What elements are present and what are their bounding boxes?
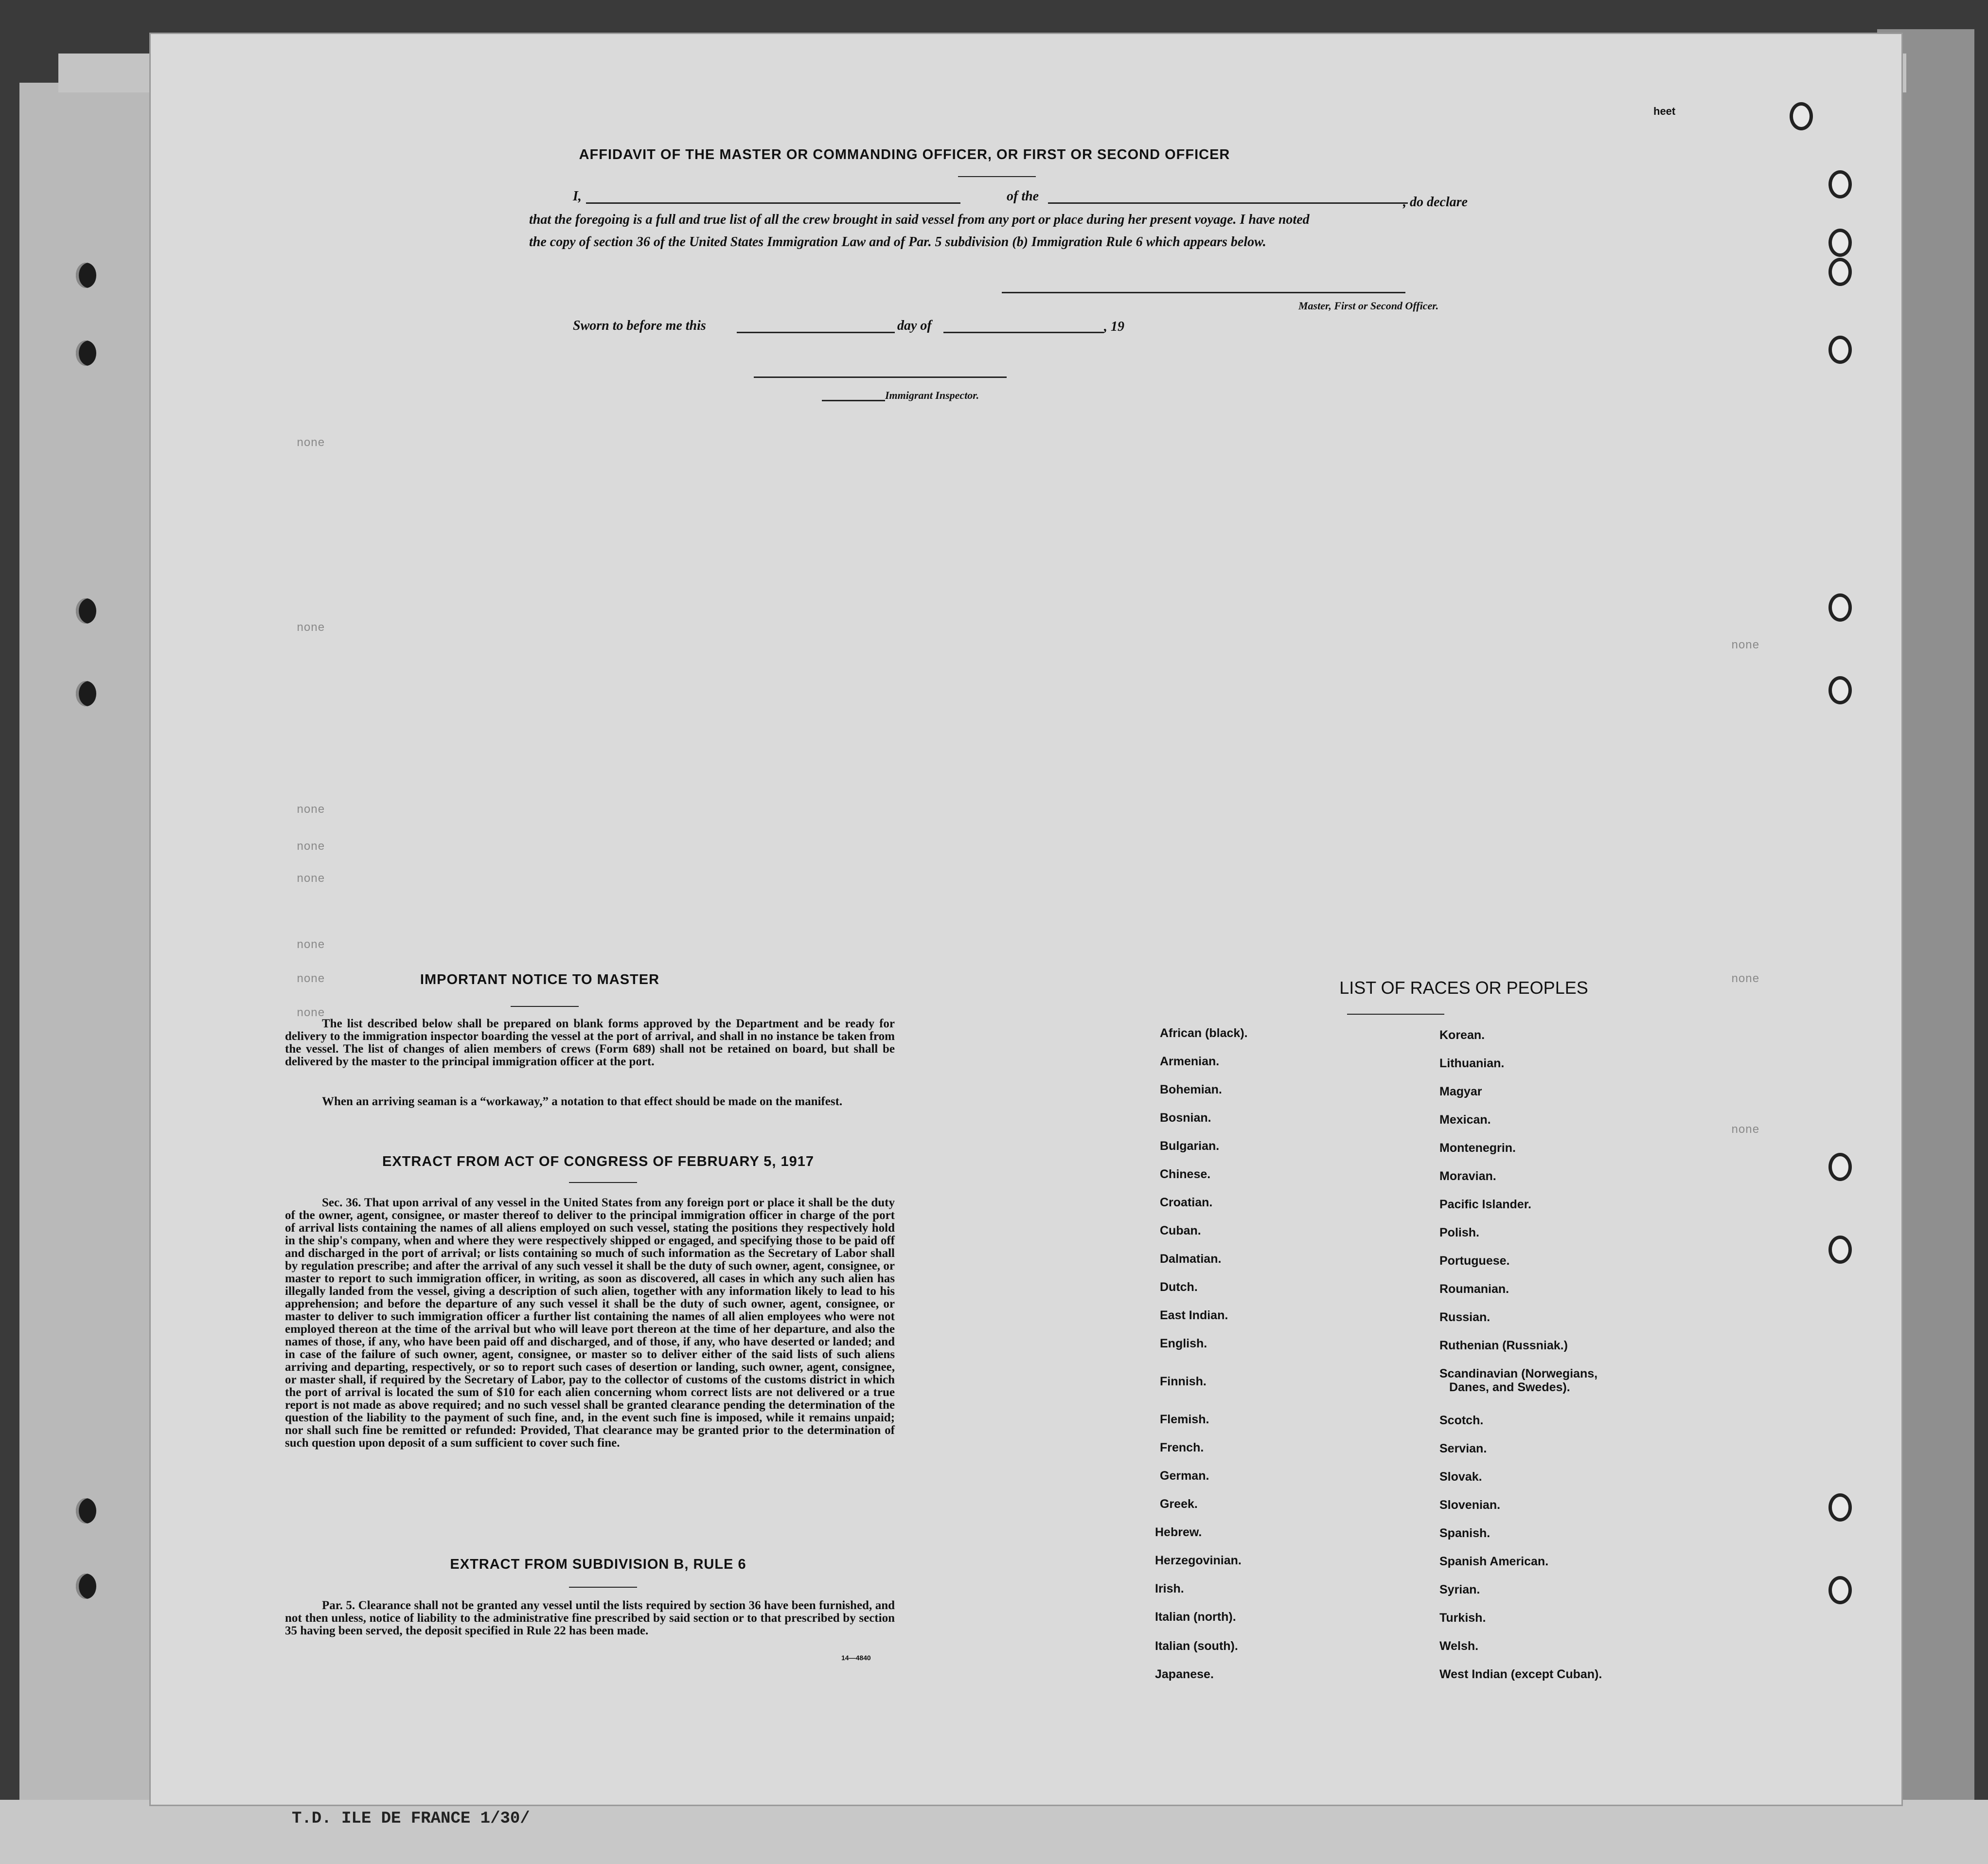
vessel-line [1048,202,1408,204]
race-item: Hebrew. [1155,1525,1202,1539]
race-item: Slovenian. [1439,1498,1501,1512]
act-extract-text: Sec. 36. That upon arrival of any vessel in the United States from any foreign port or place it shall be the duty of the owner, agent, consignee, or master thereof to deliver to the principal immigration officer in charge of the port of arrival lists containing the names of all aliens employed on such vessel, stating the positions they respectively hold in the ship's company, when and where they were respectively shipped or engaged, and specifying those to be paid off and discharged in the port of arrival; or lists containing so much of such information as the Secretary of Labor shall by regulation prescribe; and after the arrival of any such vessel it shall be the duty of such owner, agent, consignee, or master to report to such immigration officer, in writing, as soon as discovered, all cases in which any such alien has illegally landed from the vessel, giving a description of such alien, together with any information likely to lead to his apprehension; and before the departure of any such vessel it shall be the duty of such owner, agent, consignee, or master to deliver to such immigration officer a further list containing the names of all alien employees who were not employed thereon at the time of the arrival but who will leave port thereon at the time of her departure, and also the names of those, if any, who have been paid off and discharged, and of those, if any, who have deserted or landed; and in case of the failure of such owner, agent, consignee, or master so to deliver either of the said lists of such aliens arriving and departing, respectively, or so to report such cases of desertion or landing, such owner, agent, consignee, or master shall, if required by the Secretary of Labor, pay to the collector of customs of the customs district in which the port of arrival is located the sum of $10 for each alien concerning whom correct lists are not delivered or a true report is not made as above required; and no such vessel shall be granted clearance pending the determination of the question of the liability to the payment of such fine, and, in the event such fine is imposed, while it remains unpaid; nor shall such fine be remitted or refunded: Provided, That clearance may be granted prior to the determination of such question upon deposit of a sum sufficient to cover such fine. [285,1196,895,1450]
race-item: Moravian. [1439,1169,1496,1183]
race-item: Servian. [1439,1442,1487,1455]
show-through-text: none [297,939,325,952]
notice-title: IMPORTANT NOTICE TO MASTER [420,972,660,987]
race-item: Magyar [1439,1085,1482,1098]
master-signature-label: Master, First or Second Officer. [1298,300,1439,312]
race-item: Pacific Islander. [1439,1198,1531,1211]
race-item: Spanish American. [1439,1555,1549,1568]
race-item: Spanish. [1439,1526,1491,1540]
race-item: Polish. [1439,1226,1479,1239]
affidavit-title: AFFIDAVIT OF THE MASTER OR COMMANDING OFFICER, OR FIRST OR SECOND OFFICER [579,147,1230,162]
show-through-text: none [1731,1124,1759,1137]
inspector-line-2 [822,400,885,401]
race-item: Cuban. [1160,1224,1201,1237]
back-sheet-left [19,83,165,1814]
race-item: Chinese. [1160,1167,1211,1181]
name-line [586,202,960,204]
race-item: Greek. [1160,1497,1198,1511]
punch-hole-icon [1828,229,1852,257]
race-item: Irish. [1155,1582,1184,1595]
binder-hole-icon [76,1498,96,1523]
race-item: Montenegrin. [1439,1141,1516,1155]
race-item: Bohemian. [1160,1083,1222,1096]
race-item: East Indian. [1160,1308,1228,1322]
act-underline [569,1182,637,1183]
binder-hole-icon [76,341,96,366]
notice-para-2: When an arriving seaman is a “workaway,” a notation to that effect should be made on the manifest. [322,1095,843,1108]
sworn-label: Sworn to before me this [573,318,706,333]
form-number: 14—4840 [841,1654,871,1662]
race-item: Roumanian. [1439,1282,1509,1296]
binder-hole-icon [76,1574,96,1599]
inspector-label: Immigrant Inspector. [885,389,979,401]
race-item: Russian. [1439,1310,1491,1324]
race-item: Bosnian. [1160,1111,1211,1125]
affidavit-line3: the copy of section 36 of the United States Immigration Law and of Par. 5 subdivision (b) Immigration Rule 6 which appears below. [529,234,1266,250]
punch-hole-icon [1828,1236,1852,1264]
manifest-page [151,34,1901,1805]
race-item: Slovak. [1439,1470,1482,1484]
show-through-text: none [297,804,325,817]
race-item: English. [1160,1337,1207,1350]
race-item: West Indian (except Cuban). [1439,1667,1602,1681]
race-item: German. [1160,1469,1209,1483]
race-item: Scandinavian (Norwegians, [1439,1367,1598,1380]
punch-hole-icon [1828,676,1852,704]
punch-hole-icon [1828,593,1852,622]
races-underline [1347,1014,1444,1015]
race-item: Welsh. [1439,1639,1479,1653]
affidavit-line2: that the foregoing is a full and true list of all the crew brought in said vessel from any port or place during her present voyage. I have noted [529,212,1310,227]
race-item: Danes, and Swedes). [1449,1380,1570,1394]
show-through-text: none [297,973,325,986]
race-item: Ruthenian (Russniak.) [1439,1339,1568,1352]
race-item: Italian (south). [1155,1639,1238,1653]
show-through-text: none [297,622,325,635]
punch-hole-icon [1828,170,1852,198]
affidavit-i: I, [573,189,582,204]
race-item: Herzegovinian. [1155,1554,1242,1567]
race-item: French. [1160,1441,1204,1454]
rule-extract-title: EXTRACT FROM SUBDIVISION B, RULE 6 [450,1557,746,1572]
race-item: Dalmatian. [1160,1252,1222,1266]
race-item: Mexican. [1439,1113,1491,1127]
binder-hole-icon [76,263,96,288]
race-item: Flemish. [1160,1413,1209,1426]
race-item: Lithuanian. [1439,1057,1505,1070]
show-through-text: none [297,1007,325,1020]
races-title: LIST OF RACES OR PEOPLES [1339,978,1588,998]
punch-hole-icon [1828,1493,1852,1522]
race-item: Portuguese. [1439,1254,1510,1268]
race-item: Armenian. [1160,1055,1220,1068]
master-signature-line [1002,292,1405,293]
race-item: Dutch. [1160,1280,1198,1294]
punch-hole-icon [1828,336,1852,364]
race-item: Bulgarian. [1160,1139,1220,1153]
show-through-text: none [297,873,325,886]
rule-underline [569,1587,637,1588]
show-through-text: none [1731,639,1759,652]
show-through-text: none [297,841,325,854]
affidavit-of-the: of the [1007,189,1039,204]
punch-hole-icon [1790,102,1813,130]
show-through-text: none [1731,973,1759,986]
show-through-text: none [297,437,325,450]
race-item: Turkish. [1439,1611,1486,1625]
title-underline [958,176,1036,177]
inspector-line-1 [754,376,1007,378]
notice-underline [511,1006,579,1007]
notice-para-1: The list described below shall be prepared on blank forms approved by the Department and be ready for delivery to the immigration inspector boarding the vessel at the port of arrival, and shall in no instance be taken from the vessel. The list of changes of alien members of crews (Form 689) shall not be retained on board, but shall be delivered by the master to the principal immigration officer at the port. [285,1017,895,1068]
punch-hole-icon [1828,1153,1852,1181]
race-item: Japanese. [1155,1667,1214,1681]
affidavit-declare: , do declare [1403,195,1468,210]
race-item: African (black). [1160,1026,1248,1040]
binder-hole-icon [76,598,96,624]
sworn-day-of: day of [897,318,932,333]
punch-hole-icon [1828,258,1852,286]
sworn-day-line [737,332,895,333]
sworn-year: , 19 [1104,319,1124,334]
race-item: Syrian. [1439,1583,1480,1596]
race-item: Korean. [1439,1028,1485,1042]
binder-hole-icon [76,681,96,706]
act-extract-title: EXTRACT FROM ACT OF CONGRESS OF FEBRUARY 5, 1917 [382,1154,815,1169]
race-item: Croatian. [1160,1196,1213,1209]
sworn-month-line [943,332,1104,333]
sheet-corner-label: heet [1653,105,1676,117]
rule-extract-text: Par. 5. Clearance shall not be granted any vessel until the lists required by section 36 have been furnished, and not then unless, notice of liability to the administrative fine prescribed by said section or to that prescribed by section 35 having been served, the deposit specified in Rule 22 has been made. [285,1599,895,1637]
race-item: Finnish. [1160,1375,1207,1388]
race-item: Italian (north). [1155,1610,1236,1624]
punch-hole-icon [1828,1576,1852,1604]
race-item: Scotch. [1439,1414,1484,1427]
bottom-label: T.D. ILE DE FRANCE 1/30/ [292,1810,530,1828]
